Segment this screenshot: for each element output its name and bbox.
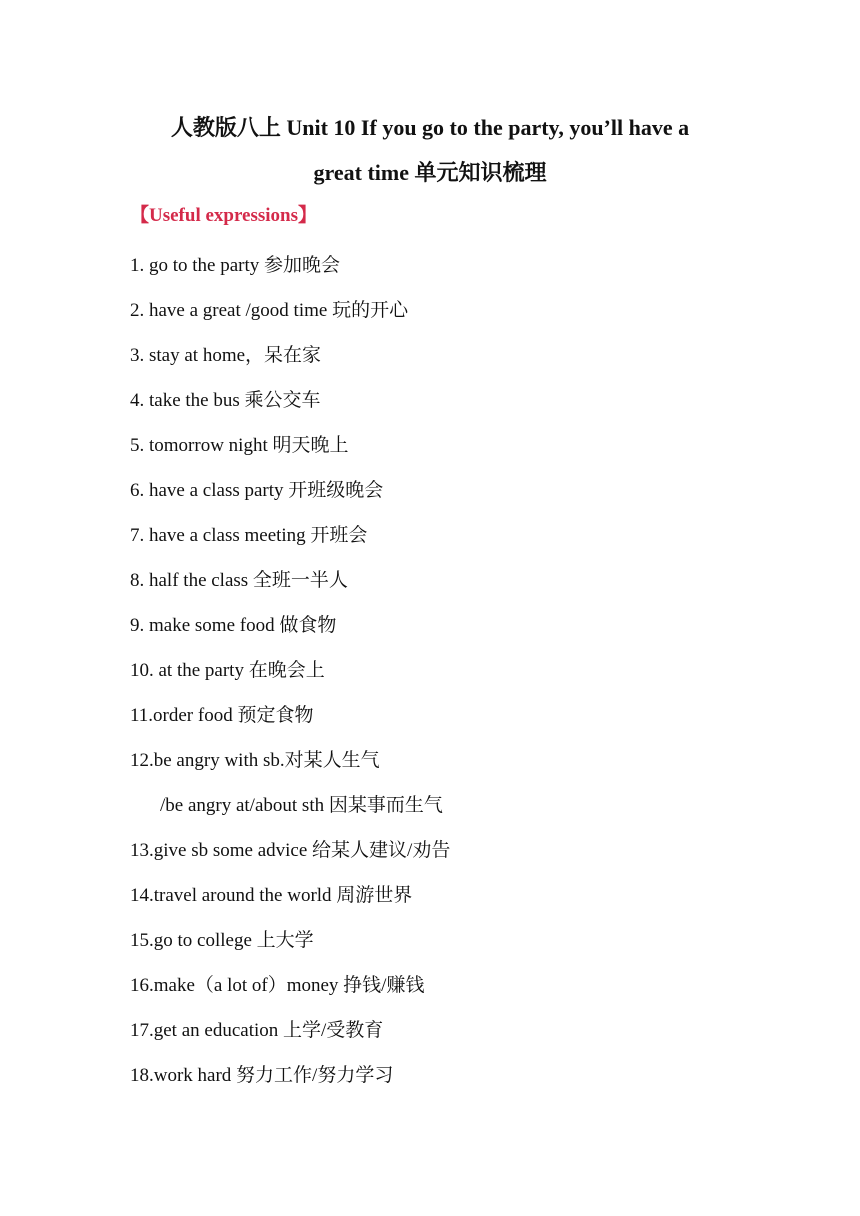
list-item: 6. have a class party 开班级晚会 xyxy=(130,480,384,501)
list-item: 16.make（a lot of）money 挣钱/赚钱 xyxy=(130,975,425,996)
list-item-continuation: /be angry at/about sth 因某事而生气 xyxy=(160,795,443,816)
list-item: 10. at the party 在晚会上 xyxy=(130,660,325,681)
list-item: 1. go to the party 参加晚会 xyxy=(130,255,341,276)
list-item: 17.get an education 上学/受教育 xyxy=(130,1020,384,1041)
list-item: 11.order food 预定食物 xyxy=(130,705,314,726)
document-title-line-1: 人教版八上 Unit 10 If you go to the party, you’ll have a xyxy=(170,115,690,140)
list-item: 2. have a great /good time 玩的开心 xyxy=(130,300,409,321)
list-item: 14.travel around the world 周游世界 xyxy=(130,885,413,906)
list-item: 9. make some food 做食物 xyxy=(130,615,337,636)
document-title-line-2: great time 单元知识梳理 xyxy=(313,160,547,185)
list-item: 15.go to college 上大学 xyxy=(130,930,314,951)
list-item: 5. tomorrow night 明天晚上 xyxy=(130,435,349,456)
list-item: 3. stay at home，呆在家 xyxy=(130,345,322,366)
list-item: 12.be angry with sb.对某人生气 xyxy=(130,750,380,771)
list-item: 13.give sb some advice 给某人建议/劝告 xyxy=(130,840,451,861)
expression-list xyxy=(130,251,450,1106)
list-item: 4. take the bus 乘公交车 xyxy=(130,390,321,411)
list-item: 8. half the class 全班一半人 xyxy=(130,570,348,591)
list-item: 7. have a class meeting 开班会 xyxy=(130,525,368,546)
section-heading: 【Useful expressions】 xyxy=(130,205,318,226)
list-item: 18.work hard 努力工作/努力学习 xyxy=(130,1065,394,1086)
